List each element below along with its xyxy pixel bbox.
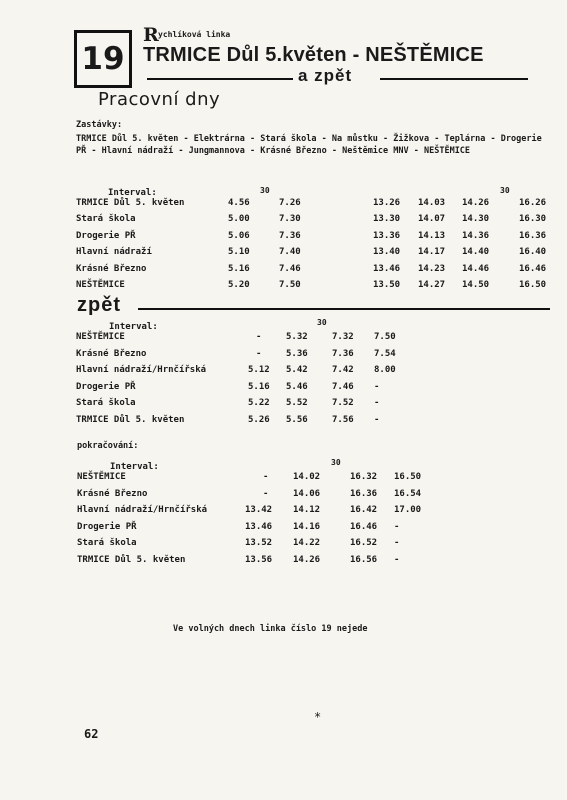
departure-time: 16.36 [350,488,378,499]
departure-time: 14.23 [418,263,446,274]
departure-time: 5.46 [286,381,308,392]
departure-time: 5.22 [248,398,270,409]
departure-time: 7.56 [332,415,354,425]
stop-name: Stará škola [77,538,137,549]
departure-time: 7.52 [332,398,354,409]
departure-time: 5.16 [228,263,250,274]
departure-time: 14.22 [293,538,321,549]
interval-mark: 30 [331,458,341,467]
day-type-heading: Pracovní dny [98,89,221,110]
departure-time: 7.54 [374,348,396,359]
departure-time: 7.36 [279,230,301,241]
line-number-box: 19 [74,30,132,88]
stop-name: Drogerie PŘ [76,381,136,392]
departure-time: 4.56 [228,198,250,208]
departure-time: - [374,415,380,425]
title-rule-right [380,78,528,80]
departure-time: - [256,348,262,359]
route-title: TRMICE Důl 5.květen - NEŠTĚMICE [143,44,484,66]
title-rule-left [147,78,293,80]
stop-name: Hlavní nádraží [76,247,152,258]
stop-name: Hlavní nádraží/Hrnčířská [77,505,208,516]
departure-time: 14.13 [418,230,446,241]
departure-time: 13.50 [373,280,401,290]
departure-time: 14.06 [293,488,321,499]
departure-time: 14.17 [418,247,446,258]
departure-time: 7.46 [332,381,354,392]
departure-time: 16.42 [350,505,378,516]
departure-time: 16.50 [519,280,547,290]
interval-label: Interval: [108,188,157,198]
departure-time: 16.46 [519,263,547,274]
stop-name: Drogerie PŘ [77,521,137,532]
stop-name: Hlavní nádraží/Hrnčířská [76,365,207,376]
departure-time: 16.52 [350,538,378,549]
departure-time: - [394,538,400,549]
departure-time: 13.30 [373,214,401,225]
interval-label: Interval: [110,462,159,472]
departure-time: 5.16 [248,381,270,392]
departure-time: 7.26 [279,198,301,208]
line-type-label: ychlíková linka [158,30,231,39]
departure-time: 5.06 [228,230,250,241]
departure-time: 14.26 [293,555,321,565]
departure-time: 5.12 [248,365,270,376]
departure-time: 16.50 [394,472,422,482]
departure-time: 13.26 [373,198,401,208]
stop-name: Krásné Březno [76,348,147,359]
departure-time: 7.42 [332,365,354,376]
departure-time: 16.26 [519,198,547,208]
departure-time: 14.26 [462,198,490,208]
departure-time: 14.30 [462,214,490,225]
departure-time: 16.54 [394,488,422,499]
interval-label: Interval: [109,322,158,332]
departure-time: 14.50 [462,280,490,290]
departure-time: 5.32 [286,332,308,342]
departure-time: 7.32 [332,332,354,342]
departure-time: 13.56 [245,555,273,565]
departure-time: 7.36 [332,348,354,359]
departure-time: 5.26 [248,415,270,425]
departure-time: 14.27 [418,280,446,290]
stop-name: NEŠTĚMICE [76,332,125,342]
departure-time: 5.20 [228,280,250,290]
stop-name: Stará škola [76,398,136,409]
departure-time: 7.46 [279,263,301,274]
interval-mark: 30 [260,186,270,195]
departure-time: 5.36 [286,348,308,359]
departure-time: 5.00 [228,214,250,225]
departure-time: 16.36 [519,230,547,241]
departure-time: 5.42 [286,365,308,376]
departure-time: 14.36 [462,230,490,241]
departure-time: 16.56 [350,555,378,565]
departure-time: 14.40 [462,247,490,258]
route-description: TRMICE Důl 5. květen - Elektrárna - Stará škola - Na můstku - Žižkova - Teplárna - Drogerie PŘ - Hlavní nádraží - Jungmannova - Krásné Březno - Neštěmice MNV - NEŠTĚMICE [76,134,542,156]
interval-mark: 30 [500,186,510,195]
line-type-initial: R [143,24,159,46]
asterisk-mark: * [314,710,322,724]
return-rule [138,308,550,310]
departure-time: 16.46 [350,521,378,532]
return-heading: zpět [77,294,121,316]
departure-time: 7.50 [374,332,396,342]
departure-time: 7.50 [279,280,301,290]
continuation-heading: pokračování: [77,441,139,451]
stop-name: Krásné Březno [76,263,147,274]
interval-mark: 30 [317,318,327,327]
departure-time: 7.30 [279,214,301,225]
departure-time: 5.56 [286,415,308,425]
departure-time: 14.16 [293,521,321,532]
stop-name: Stará škola [76,214,136,225]
stop-name: TRMICE Důl 5. květen [77,555,186,565]
stop-name: Drogerie PŘ [76,230,136,241]
departure-time: 14.02 [293,472,321,482]
stop-name: TRMICE Důl 5. květen [76,198,185,208]
departure-time: 7.40 [279,247,301,258]
departure-time: 13.42 [245,505,273,516]
departure-time: - [263,488,269,499]
departure-time: 17.00 [394,505,422,516]
departure-time: 13.46 [373,263,401,274]
stop-name: NEŠTĚMICE [76,280,125,290]
departure-time: 13.52 [245,538,273,549]
departure-time: 8.00 [374,365,396,376]
departure-time: - [263,472,269,482]
departure-time: 13.40 [373,247,401,258]
departure-time: 14.12 [293,505,321,516]
departure-time: 13.36 [373,230,401,241]
departure-time: - [394,521,400,532]
stop-name: NEŠTĚMICE [77,472,126,482]
stop-name: TRMICE Důl 5. květen [76,415,185,425]
departure-time: 14.46 [462,263,490,274]
departure-time: 5.52 [286,398,308,409]
page-number: 62 [84,727,99,741]
weekend-note: Ve volných dnech linka číslo 19 nejede [173,624,368,634]
stops-heading: Zastávky: [76,120,123,130]
return-label: a zpět [298,66,353,85]
departure-time: - [394,555,400,565]
departure-time: - [256,332,262,342]
departure-time: 14.03 [418,198,446,208]
departure-time: 13.46 [245,521,273,532]
departure-time: 16.32 [350,472,378,482]
departure-time: - [374,381,380,392]
departure-time: 16.40 [519,247,547,258]
departure-time: - [374,398,380,409]
departure-time: 14.07 [418,214,446,225]
stop-name: Krásné Březno [77,488,148,499]
departure-time: 5.10 [228,247,250,258]
departure-time: 16.30 [519,214,547,225]
